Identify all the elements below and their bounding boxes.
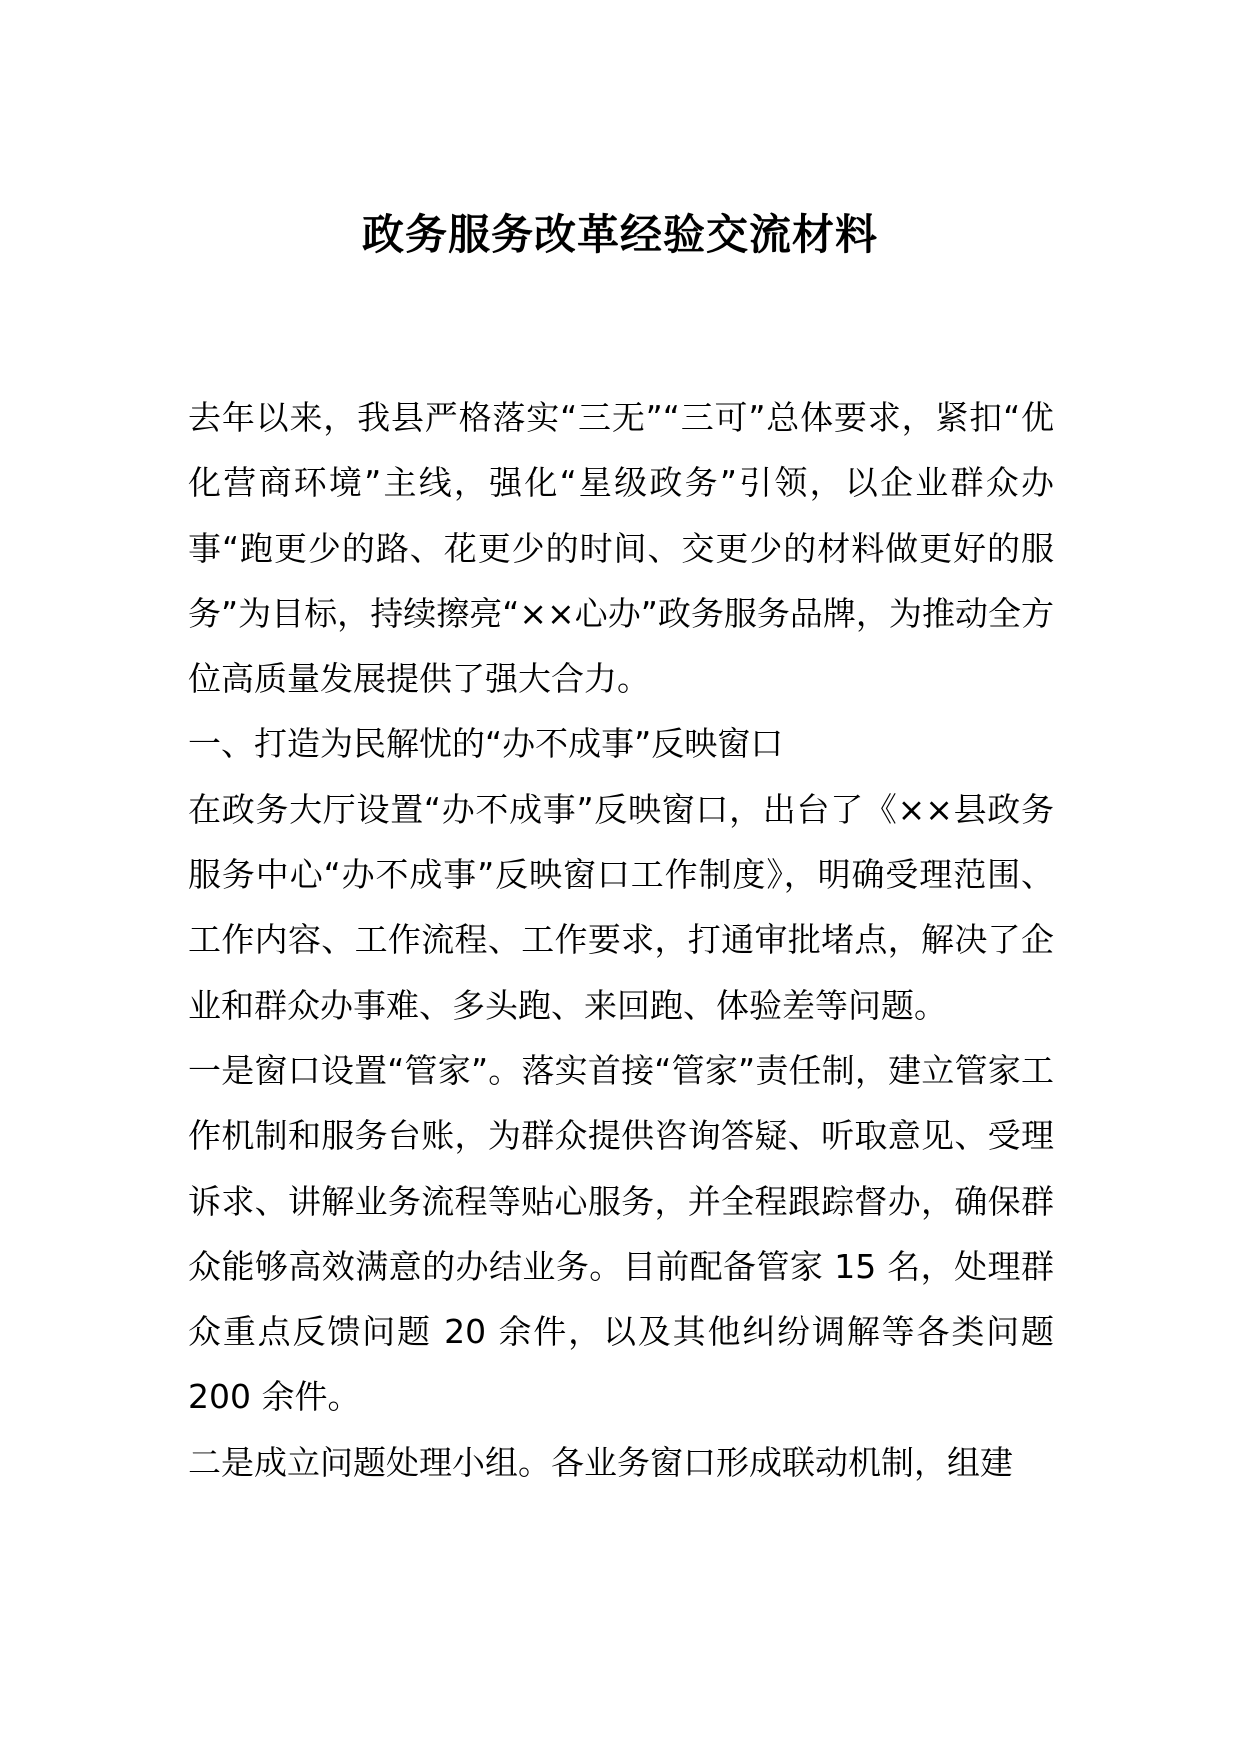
paragraph-intro: 去年以来，我县严格落实“三无”“三可”总体要求，紧扣“优化营商环境”主线，强化“星级政务”引领，以企业群众办事“跑更少的路、花更少的时间、交更少的材料做更好的服务”为目标，持续擦亮“××心办”政务服务品牌，为推动全方位高质量发展提供了强大合力。	[188, 398, 1054, 699]
paragraph-point-2: 二是成立问题处理小组。各业务窗口形成联动机制，组建	[188, 1442, 1013, 1482]
document-title: 政务服务改革经验交流材料	[361, 210, 878, 259]
paragraph-point-1: 一是窗口设置“管家”。落实首接“管家”责任制，建立管家工作机制和服务台账，为群众提供咨询答疑、听取意见、受理诉求、讲解业务流程等贴心服务，并全程跟踪督办，确保群众能够高效满意的办结业务。目前配备管家 15 名，处理群众重点反馈问题 20 余件，以及其他纠纷调解等各类问题 200 余件。	[188, 1050, 1054, 1417]
section-heading-1: 一、打造为民解忧的“办不成事”反映窗口	[188, 724, 784, 764]
paragraph-section-1: 在政务大厅设置“办不成事”反映窗口，出台了《××县政务服务中心“办不成事”反映窗口工作制度》，明确受理范围、工作内容、工作流程、工作要求，打通审批堵点，解决了企业和群众办事难、多头跑、来回跑、体验差等问题。	[188, 789, 1054, 1025]
document-body	[188, 385, 1054, 1495]
